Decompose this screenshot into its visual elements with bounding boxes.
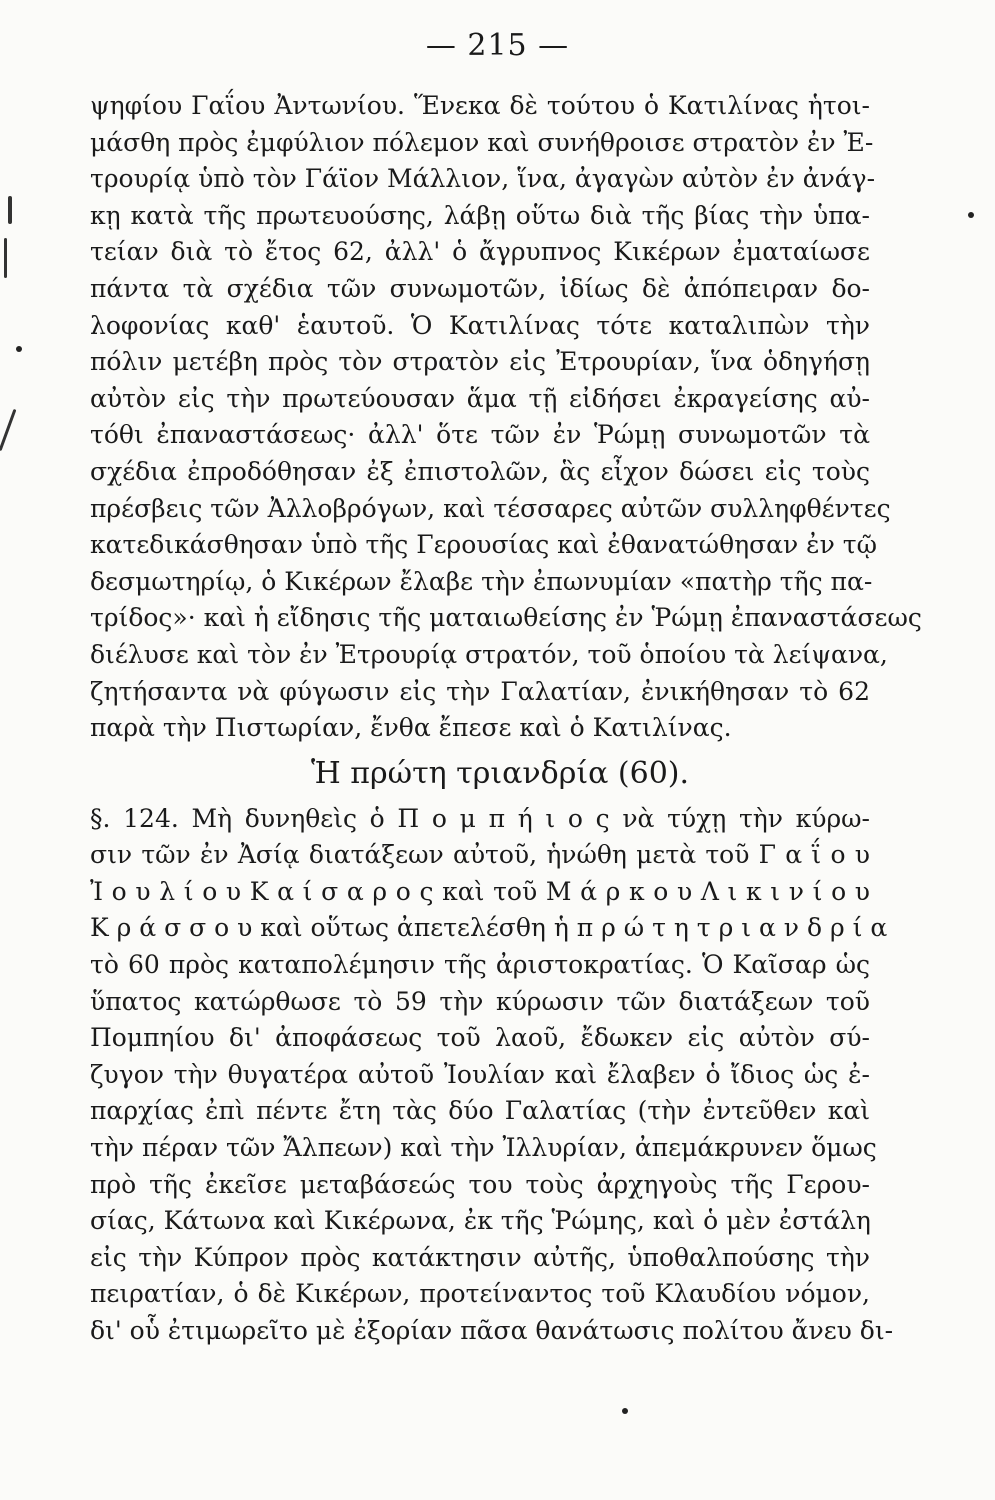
text-line: πόλιν μετέβη πρὸς τὸν στρατὸν εἰς Ἐτρουρίαν, ἵνα ὁδηγήσῃ — [90, 347, 870, 377]
text-line: πειρατίαν, ὁ δὲ Κικέρων, προτείναντος τοῦ Κλαυδίου νόμον, — [90, 1279, 870, 1309]
text-line: παρχίας ἐπὶ πέντε ἔτη τὰς δύο Γαλατίας (τὴν ἐντεῦθεν καὶ — [90, 1096, 870, 1126]
page-text — [90, 88, 922, 1350]
text-line: λοφονίας καθ' ἑαυτοῦ. Ὁ Κατιλίνας τότε καταλιπὼν τὴν — [90, 310, 870, 340]
text-line: παρὰ τὴν Πιστωρίαν, ἔνθα ἔπεσε καὶ ὁ Κατιλίνας. — [90, 713, 732, 743]
text-line: κῃ κατὰ τῆς πρωτευούσης, λάβῃ οὕτω διὰ τῆς βίας τὴν ὑπα- — [90, 200, 870, 230]
text-line: τόθι ἐπαναστάσεως· ἀλλ' ὅτε τῶν ἐν Ῥώμῃ συνωμοτῶν τὰ — [90, 420, 870, 450]
text-line: τὸ 60 πρὸς καταπολέμησιν τῆς ἀριστοκρατίας. Ὁ Καῖσαρ ὡς — [90, 950, 870, 980]
text-line: πρέσβεις τῶν Ἀλλοβρόγων, καὶ τέσσαρες αὐτῶν συλληφθέντες — [90, 493, 891, 523]
text-line: ζυγον τὴν θυγατέρα αὐτοῦ Ἰουλίαν καὶ ἔλαβεν ὁ ἴδιος ὡς ἐ- — [90, 1059, 870, 1089]
margin-mark — [0, 409, 16, 451]
page-number: — 215 — — [425, 28, 570, 63]
text-line: τὴν πέραν τῶν Ἄλπεων) καὶ τὴν Ἰλλυρίαν, ἀπεμάκρυνεν ὅμως — [90, 1133, 877, 1163]
text-line: τείαν διὰ τὸ ἔτος 62, ἀλλ' ὁ ἄγρυπνος Κικέρων ἐματαίωσε — [90, 237, 870, 267]
text-line: σχέδια ἐπροδόθησαν ἐξ ἐπιστολῶν, ἃς εἶχον δώσει εἰς τοὺς — [90, 456, 870, 486]
text-line: πάντα τὰ σχέδια τῶν συνωμοτῶν, ἰδίως δὲ ἀπόπειραν δο- — [90, 273, 870, 303]
text-line: τρίδος»· καὶ ἡ εἴδησις τῆς ματαιωθείσης ἐν Ῥώμῃ ἐπαναστάσεως — [90, 603, 922, 633]
margin-dot — [968, 212, 974, 218]
margin-mark — [4, 238, 7, 278]
text-line: δεσμωτηρίῳ, ὁ Κικέρων ἔλαβε τὴν ἐπωνυμίαν «πατὴρ τῆς πα- — [90, 566, 873, 596]
text-line: §. 124. Μὴ δυνηθεὶς ὁ Π ο μ π ή ι ο ς νὰ τύχῃ τὴν κύρω- — [90, 803, 870, 833]
text-line: μάσθη πρὸς ἐμφύλιον πόλεμον καὶ συνήθροισε στρατὸν ἐν Ἐ- — [90, 127, 874, 157]
text-line: εἰς τὴν Κύπρον πρὸς κατάκτησιν αὐτῆς, ὑποθαλπούσης τὴν — [90, 1242, 870, 1272]
text-line: σίας, Κάτωνα καὶ Κικέρωνα, ἐκ τῆς Ῥώμης, καὶ ὁ μὲν ἐστάλη — [90, 1206, 871, 1236]
text-line: τρουρίᾳ ὑπὸ τὸν Γάϊον Μάλλιον, ἵνα, ἀγαγὼν αὐτὸν ἐν ἀνάγ- — [90, 164, 876, 194]
text-line: κατεδικάσθησαν ὑπὸ τῆς Γερουσίας καὶ ἐθανατώθησαν ἐν τῷ — [90, 530, 877, 560]
text-line: σιν τῶν ἐν Ἀσίᾳ διατάξεων αὐτοῦ, ἡνώθη μετὰ τοῦ Γ α ΐ ο υ — [90, 840, 870, 870]
text-line: ψηφίου Γαΐου Ἀντωνίου. Ἕνεκα δὲ τούτου ὁ Κατιλίνας ἡτοι- — [90, 91, 870, 120]
text-line: αὐτὸν εἰς τὴν πρωτεύουσαν ἅμα τῇ εἰδήσει ἐκραγείσης αὐ- — [90, 383, 870, 413]
text-line: ὕπατος κατώρθωσε τὸ 59 τὴν κύρωσιν τῶν διατάξεων τοῦ — [90, 986, 870, 1016]
text-line: πρὸ τῆς ἐκεῖσε μεταβάσεώς του τοὺς ἀρχηγοὺς τῆς Γερου- — [90, 1169, 870, 1199]
text-line: Πομπηίου δι' ἀποφάσεως τοῦ λαοῦ, ἔδωκεν εἰς αὐτὸν σύ- — [90, 1023, 870, 1053]
paragraph-1 — [90, 88, 922, 747]
text-line: ζητήσαντα νὰ φύγωσιν εἰς τὴν Γαλατίαν, ἐνικήθησαν τὸ 62 — [90, 676, 870, 706]
text-line: Κ ρ ά σ σ ο υ καὶ οὕτως ἀπετελέσθη ἡ π ρ ώ τ η τ ρ ι α ν δ ρ ί α — [90, 913, 888, 943]
section-heading: Ἡ πρώτη τριανδρία (60). — [310, 755, 690, 791]
paragraph-2 — [90, 801, 894, 1350]
text-line: Ἰ ο υ λ ί ο υ Κ α ί σ α ρ ο ς καὶ τοῦ Μ ά ρ κ ο υ Λ ι κ ι ν ί ο υ — [90, 876, 870, 906]
text-line: δι' οὗ ἐτιμωρεῖτο μὲ ἐξορίαν πᾶσα θανάτωσις πολίτου ἄνευ δι- — [90, 1316, 894, 1345]
bottom-dot — [622, 1408, 628, 1414]
text-line: διέλυσε καὶ τὸν ἐν Ἐτρουρίᾳ στρατόν, τοῦ ὁποίου τὰ λείψανα, — [90, 639, 888, 669]
margin-mark — [8, 196, 12, 224]
margin-dot — [16, 346, 22, 352]
